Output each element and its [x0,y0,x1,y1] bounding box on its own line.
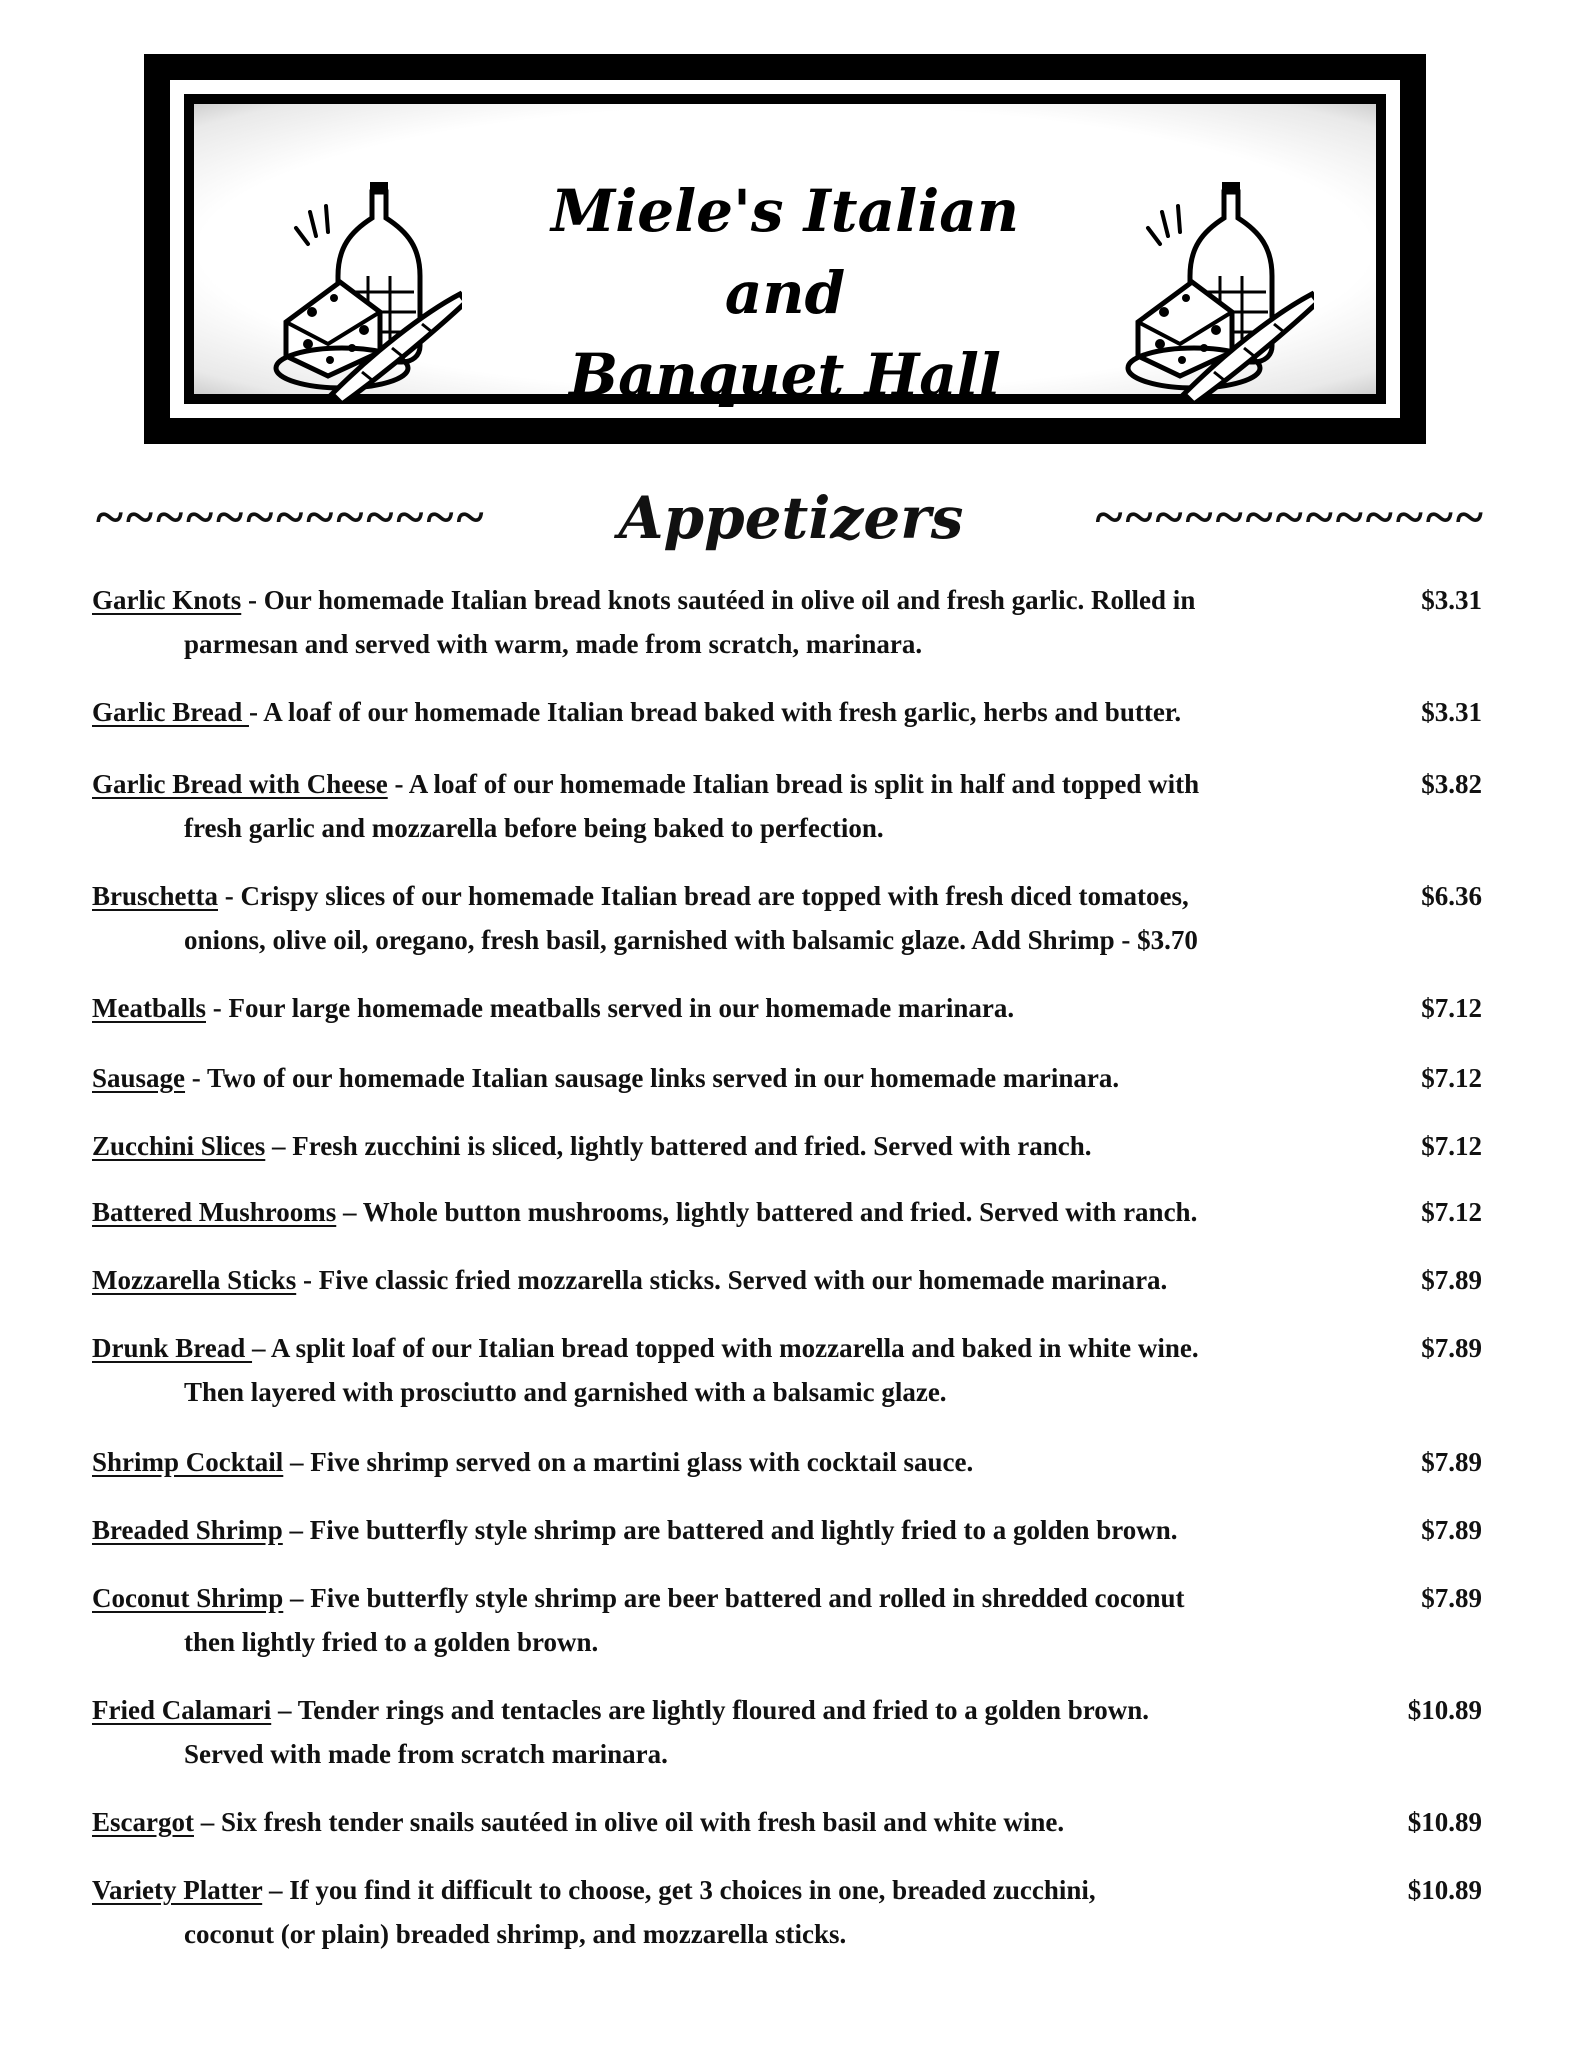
menu-item-line [92,1440,1382,1484]
menu-item-price: $7.12 [1421,1131,1482,1161]
menu-item-name: Zucchini Slices [92,1131,266,1161]
menu-item-description: Five butterfly style shrimp are battered and lightly fried to a golden brown. [309,1515,1178,1545]
menu-item-description: Six fresh tender snails sautéed in olive oil with fresh basil and white wine. [220,1807,1065,1837]
menu-item-name: Garlic Knots [92,585,242,615]
menu-item-line [92,986,1382,1030]
menu-item-separator: - [296,1265,319,1295]
menu-item-separator: - [387,769,409,799]
menu-item-text [92,690,1382,734]
menu-item-description: A loaf of our homemade Italian bread baked with fresh garlic, herbs and butter. [263,697,1182,727]
menu-item-text [92,874,1382,962]
menu-item-description: Tender rings and tentacles are lightly floured and fried to a golden brown. [297,1695,1150,1725]
menu-item-line [92,1326,1382,1370]
menu-item-separator: – [252,1333,271,1363]
menu-item-text [92,1508,1382,1552]
menu-item-separator: - [185,1063,208,1093]
menu-item-name: Escargot [92,1807,194,1837]
menu-item-price: $3.82 [1421,769,1482,799]
menu-item-description: Five classic fried mozzarella sticks. Served with our homemade marinara. [318,1265,1168,1295]
menu-item-text [92,1190,1382,1234]
menu-item-price: $10.89 [1407,1695,1482,1725]
menu-item-text [92,1688,1382,1776]
menu-item-text [92,1258,1382,1302]
title-line-1: Miele's Italian [551,177,1019,245]
menu-item-description: Four large homemade meatballs served in our homemade marinara. [228,993,1015,1023]
menu-item-price: $7.89 [1421,1265,1482,1295]
menu-item-line [92,1688,1382,1732]
menu-item-separator: – [262,1875,290,1905]
menu-item-separator: - [217,881,241,911]
menu-item-price: $7.12 [1421,1063,1482,1093]
menu-item-description: Whole button mushrooms, lightly battered and fried. Served with ranch. [362,1197,1198,1227]
menu-item-name: Fried Calamari [92,1695,272,1725]
menu-item-description-continued: Then layered with prosciutto and garnished with a balsamic glaze. [184,1377,947,1407]
menu-item-description: Five butterfly style shrimp are beer battered and rolled in shredded coconut [310,1583,1185,1613]
menu-item-name: Shrimp Cocktail [92,1447,284,1477]
title-line-2: and [724,259,846,327]
menu-item-name: Battered Mushrooms [92,1197,337,1227]
menu-item-description-continued: then lightly fried to a golden brown. [184,1627,599,1657]
menu-item-separator: - [206,993,229,1023]
menu-item-name: Garlic Bread with Cheese [92,769,388,799]
menu-item-name: Drunk Bread [92,1333,253,1363]
menu-item-price: $10.89 [1407,1807,1482,1837]
menu-item-line [92,1800,1382,1844]
menu-item-separator: – [336,1197,363,1227]
wine-bottle-cheese-bread-icon [1124,172,1314,402]
menu-item-description: Crispy slices of our homemade Italian bread are topped with fresh diced tomatoes, [240,881,1189,911]
section-title: Appetizers [618,484,964,552]
menu-item-description: Two of our homemade Italian sausage links served in our homemade marinara. [207,1063,1120,1093]
menu-item-line [92,762,1382,806]
menu-item-text [92,1800,1382,1844]
menu-item-description: If you find it difficult to choose, get 3 choices in one, breaded zucchini, [289,1875,1096,1905]
menu-item-description-continued: Served with made from scratch marinara. [184,1739,668,1769]
header-banner [144,54,1426,444]
menu-item-name: Breaded Shrimp [92,1515,283,1545]
menu-item-line [92,1124,1382,1168]
menu-item-separator: – [271,1695,298,1725]
menu-item-price: $6.36 [1421,881,1482,911]
menu-item-name: Mozzarella Sticks [92,1265,297,1295]
menu-item-line [92,1190,1382,1234]
menu-item-price: $7.89 [1421,1333,1482,1363]
menu-item-description-continued: coconut (or plain) breaded shrimp, and mozzarella sticks. [184,1919,847,1949]
menu-item-line [92,690,1382,734]
menu-item-separator: – [193,1807,221,1837]
menu-item-line [92,1868,1382,1912]
menu-item-text [92,762,1382,850]
menu-item-line [92,1576,1382,1620]
banner-panel [194,104,1376,409]
menu-item-name: Coconut Shrimp [92,1583,284,1613]
menu-item-description: A loaf of our homemade Italian bread is split in half and topped with [408,769,1200,799]
menu-item-text [92,1576,1382,1664]
menu-item-price: $7.12 [1421,1197,1482,1227]
menu-item-name: Bruschetta [92,881,218,911]
section-heading [96,478,1486,558]
menu-item-separator: – [282,1515,310,1545]
menu-item-line [92,1258,1382,1302]
title-line-3: Banquet Hall [569,341,1001,409]
menu-item-price: $7.89 [1421,1583,1482,1613]
menu-item-line [92,1508,1382,1552]
menu-item-text [92,1868,1382,1956]
menu-item-price: $7.12 [1421,993,1482,1023]
menu-item-name: Sausage [92,1063,186,1093]
menu-item-separator: – [283,1583,311,1613]
menu-item-price: $7.89 [1421,1447,1482,1477]
menu-item-separator: - [248,697,264,727]
menu-item-text [92,1124,1382,1168]
menu-item-text [92,986,1382,1030]
menu-item-description-continued: fresh garlic and mozzarella before being baked to perfection. [184,813,884,843]
menu-item-price: $10.89 [1407,1875,1482,1905]
menu-item-description-continued: parmesan and served with warm, made from scratch, marinara. [184,629,923,659]
restaurant-name [494,170,1076,416]
menu-item-separator: - [241,585,264,615]
menu-item-description-continued: onions, olive oil, oregano, fresh basil, garnished with balsamic glaze. Add Shrimp - $3.70 [184,925,1198,955]
menu-item-line [92,1056,1382,1100]
menu-item-line [92,874,1382,918]
menu-item-name: Meatballs [92,993,206,1023]
tilde-divider-right: ~~~~~~~~~~~~~ [1095,489,1486,546]
menu-item-description: Fresh zucchini is sliced, lightly battered and fried. Served with ranch. [292,1131,1092,1161]
menu-item-line [92,578,1382,622]
wine-bottle-cheese-bread-icon [272,172,462,402]
menu-item-separator: – [283,1447,311,1477]
menu-item-price: $3.31 [1421,697,1482,727]
menu-item-price: $3.31 [1421,585,1482,615]
menu-item-description: A split loaf of our Italian bread topped with mozzarella and baked in white wine. [270,1333,1199,1363]
menu-item-name: Garlic Bread [92,697,249,727]
menu-item-text [92,1056,1382,1100]
menu-item-text [92,578,1382,666]
menu-item-description: Our homemade Italian bread knots sautéed in olive oil and fresh garlic. Rolled in [263,585,1196,615]
menu-item-text [92,1440,1382,1484]
menu-item-price: $7.89 [1421,1515,1482,1545]
menu-item-name: Variety Platter [92,1875,263,1905]
menu-item-description: Five shrimp served on a martini glass with cocktail sauce. [310,1447,974,1477]
menu-item-text [92,1326,1382,1414]
menu-item-separator: – [265,1131,293,1161]
tilde-divider-left: ~~~~~~~~~~~~~ [96,489,487,546]
